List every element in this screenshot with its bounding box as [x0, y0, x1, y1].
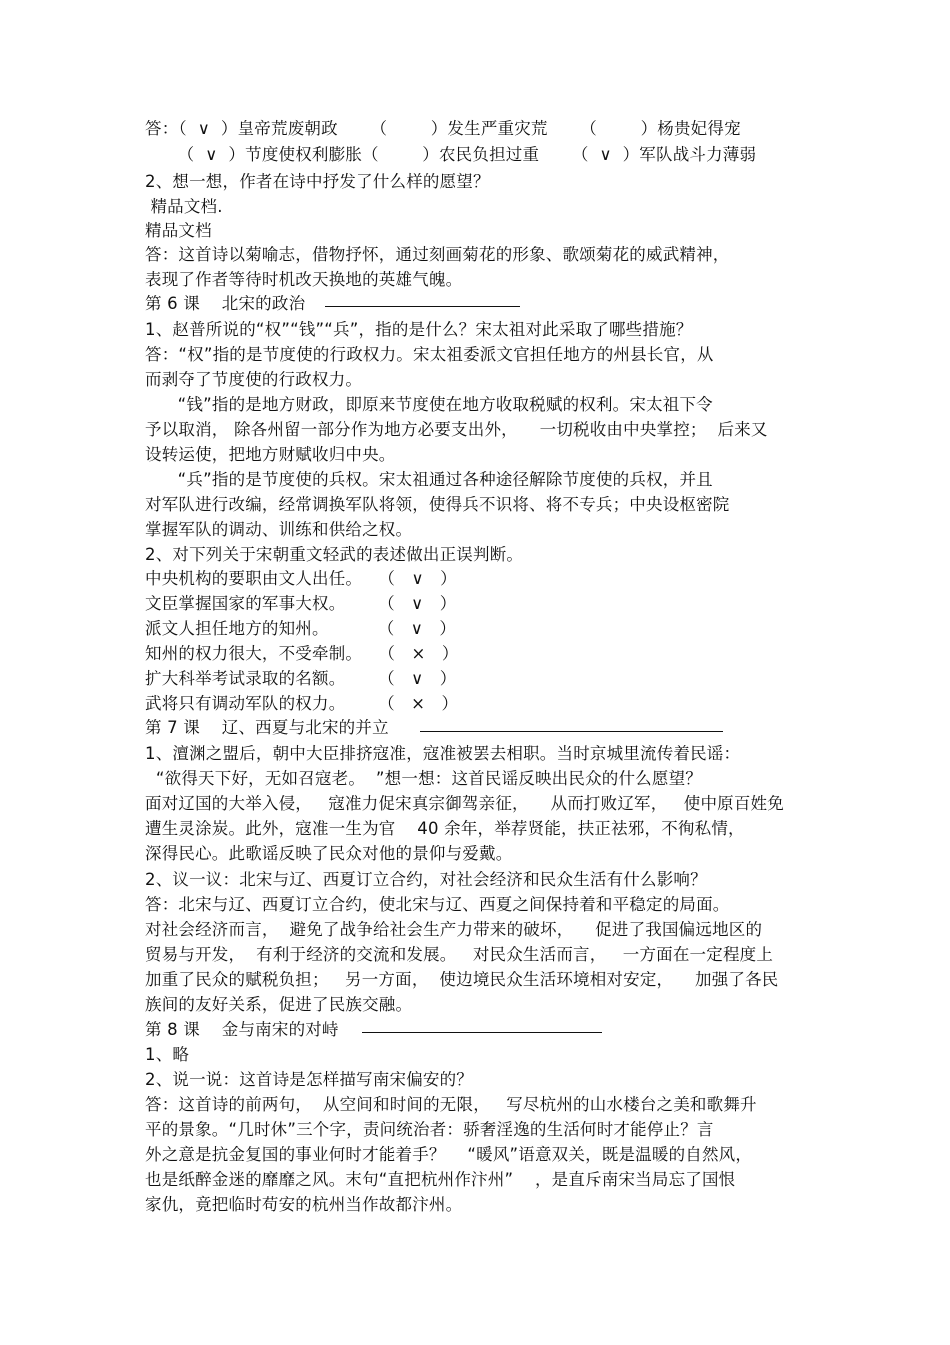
- text-line: 外之意是抗金复国的事业何时才能着手？ “暖风”语意双关，既是温暖的自然风，: [145, 1145, 753, 1164]
- text-line: 2、说一说：这首诗是怎样描写南宋偏安的？: [145, 1070, 473, 1089]
- judgement-item: 中央机构的要职由文人出任。 （ ∨ ）: [145, 569, 457, 588]
- text-line: 贸易与开发， 有利于经济的交流和发展。 对民众生活而言， 一方面在一定程度上: [145, 945, 774, 964]
- text-line: 答：（ ∨ ）皇帝荒废朝政 （ ）发生严重灾荒 （ ）杨贵妃得宠: [145, 119, 741, 138]
- judgement-item: 武将只有调动军队的权力。 （ × ）: [145, 694, 459, 713]
- heading-rule: [325, 306, 520, 307]
- section-heading: 第 8 课 金与南宋的对峙: [145, 1020, 339, 1039]
- text-line: 深得民心。此歌谣反映了民众对他的景仰与爱戴。: [145, 844, 513, 863]
- judgement-item: 文臣掌握国家的军事大权。 （ ∨ ）: [145, 594, 457, 613]
- text-line: 精品文档.: [145, 197, 223, 216]
- text-line: 对社会经济而言， 避免了战争给社会生产力带来的破坏， 促进了我国偏远地区的: [145, 920, 763, 939]
- text-line: 1、澶渊之盟后，朝中大臣排挤寇准，寇准被罢去相职。当时京城里流传着民谣：: [145, 744, 741, 763]
- text-line: 加重了民众的赋税负担； 另一方面， 使边境民众生活环境相对安定， 加强了各民: [145, 970, 779, 989]
- text-line: 平的景象。“几时休”三个字，责问统治者：骄奢淫逸的生活何时才能停止？言: [145, 1120, 714, 1139]
- text-line: 设转运使，把地方财赋收归中央。: [145, 445, 396, 464]
- text-line: 家仇，竟把临时苟安的杭州当作故都汴州。: [145, 1195, 463, 1214]
- judgement-item: 派文人担任地方的知州。 （ ∨ ）: [145, 619, 457, 638]
- heading-rule: [362, 1032, 602, 1033]
- text-line: 答：这首诗以菊喻志，借物抒怀，通过刻画菊花的形象、歌颂菊花的威武精神，: [145, 245, 730, 264]
- text-line: 精品文档: [145, 221, 212, 240]
- text-line: 答：“权”指的是节度使的行政权力。宋太祖委派文官担任地方的州县长官，从: [145, 345, 714, 364]
- text-line: 遭生灵涂炭。此外，寇准一生为官 40 余年，举荐贤能，扶正祛邪，不徇私情，: [145, 819, 745, 838]
- text-line: 而剥夺了节度使的行政权力。: [145, 370, 363, 389]
- text-line: 掌握军队的调动、训练和供给之权。: [145, 520, 413, 539]
- section-heading: 第 7 课 辽、西夏与北宋的并立: [145, 718, 389, 737]
- text-line: 2、想一想，作者在诗中抒发了什么样的愿望？: [145, 172, 490, 191]
- text-line: 也是纸醉金迷的靡靡之风。末句“直把杭州作汴州” ，是直斥南宋当局忘了国恨: [145, 1170, 736, 1189]
- text-line: 族间的友好关系，促进了民族交融。: [145, 995, 413, 1014]
- text-line: 面对辽国的大举入侵， 寇准力促宋真宗御驾亲征， 从而打败辽军， 使中原百姓免: [145, 794, 784, 813]
- text-line: 对军队进行改编，经常调换军队将领，使得兵不识将、将不专兵；中央设枢密院: [145, 495, 730, 514]
- text-line: 1、略: [145, 1045, 190, 1064]
- text-line: 1、赵普所说的“权”“钱”“兵”，指的是什么？宋太祖对此采取了哪些措施？: [145, 320, 693, 339]
- section-heading: 第 6 课 北宋的政治: [145, 294, 306, 313]
- judgement-item: 扩大科举考试录取的名额。 （ ∨ ）: [145, 669, 457, 688]
- heading-rule: [420, 731, 723, 732]
- text-line: 2、议一议：北宋与辽、西夏订立合约，对社会经济和民众生活有什么影响？: [145, 870, 707, 889]
- text-line: 2、对下列关于宋朝重文轻武的表述做出正误判断。: [145, 545, 524, 564]
- judgement-item: 知州的权力很大，不受牵制。 （ × ）: [145, 644, 459, 663]
- text-line: 答：这首诗的前两句， 从空间和时间的无限， 写尽杭州的山水楼台之美和歌舞升: [145, 1095, 757, 1114]
- text-line: “兵”指的是节度使的兵权。宋太祖通过各种途径解除节度使的兵权，并且: [145, 470, 713, 489]
- text-line: “钱”指的是地方财政，即原来节度使在地方收取税赋的权利。宋太祖下令: [145, 395, 713, 414]
- text-line: （ ∨ ）节度使权利膨胀（ ）农民负担过重 （ ∨ ）军队战斗力薄弱: [145, 145, 757, 164]
- text-line: 表现了作者等待时机改天换地的英雄气魄。: [145, 270, 463, 289]
- text-line: “欲得天下好，无如召寇老。 ”想一想：这首民谣反映出民众的什么愿望？: [145, 769, 702, 788]
- text-line: 答：北宋与辽、西夏订立合约，使北宋与辽、西夏之间保持着和平稳定的局面。: [145, 895, 730, 914]
- text-line: 予以取消， 除各州留一部分作为地方必要支出外， 一切税收由中央掌控； 后来又: [145, 420, 768, 439]
